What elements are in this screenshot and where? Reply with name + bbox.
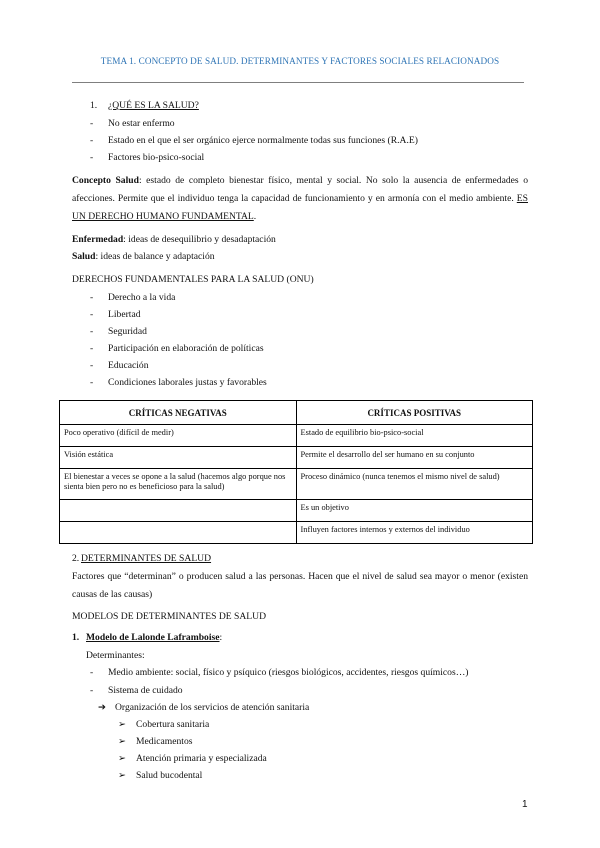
concepto-paragraph xyxy=(72,172,528,226)
bullet-dash: - xyxy=(90,685,94,696)
list-item: Medio ambiente: social, físico y psíquico (riesgos biológicos, accidentes, riesgos químicos…) xyxy=(108,667,469,678)
section1-title: ¿QUÉ ES LA SALUD? xyxy=(108,100,199,111)
arrowhead-bullet-icon: ➢ xyxy=(118,736,127,747)
section2-text-a: Factores que “determinan” o producen salud a las personas. Hacen que el nivel de salud sea mayor o menor xyxy=(72,571,495,582)
table-cell: Proceso dinámico (nunca tenemos el mismo nivel de salud) xyxy=(296,469,533,500)
bullet-dash: - xyxy=(90,326,94,337)
table-row xyxy=(60,447,533,469)
section2-title: DETERMINANTES DE SALUD xyxy=(81,553,212,564)
model1-sub: Determinantes: xyxy=(86,650,145,661)
page-number: 1 xyxy=(522,799,528,810)
concepto-text-b: afecciones. Permite que el individuo tenga la capacidad de funcionamiento y en armonía con el medio ambiente. xyxy=(72,193,514,204)
list-item: Medicamentos xyxy=(136,736,193,747)
criticas-table xyxy=(59,400,533,544)
table-row xyxy=(60,522,533,544)
list-item: Factores bio-psico-social xyxy=(108,152,205,163)
definition-text: : ideas de balance y adaptación xyxy=(95,251,215,262)
list-item: Cobertura sanitaria xyxy=(136,719,210,730)
list-item: Educación xyxy=(108,360,149,371)
list-item: Seguridad xyxy=(108,326,147,337)
bullet-dash: - xyxy=(90,667,94,678)
list-item: Atención primaria y especializada xyxy=(136,753,267,764)
table-header-negativas: CRÍTICAS NEGATIVAS xyxy=(60,401,297,425)
table-cell: Poco operativo (difícil de medir) xyxy=(60,425,297,447)
list-item: Libertad xyxy=(108,309,141,320)
list-item: Estado en el que el ser orgánico ejerce normalmente todas sus funciones (R.A.E) xyxy=(108,135,418,146)
model1-colon: : xyxy=(219,632,223,643)
header-rule xyxy=(72,82,524,83)
table-row xyxy=(60,500,533,522)
arrowhead-bullet-icon: ➢ xyxy=(118,753,127,764)
table-row xyxy=(60,469,533,500)
definition-label: Salud xyxy=(72,251,96,262)
concepto-text-a: : estado de completo bienestar físico, mental y social. No solo la ausencia de enfermedades o xyxy=(138,175,528,186)
bullet-dash: - xyxy=(90,135,94,146)
arrowhead-bullet-icon: ➢ xyxy=(118,770,127,781)
table-cell xyxy=(60,522,297,544)
concepto-period: . xyxy=(253,211,257,222)
bullet-dash: - xyxy=(90,309,94,320)
definition-text: : ideas de desequilibrio y desadaptación xyxy=(123,234,276,245)
concepto-label: Concepto Salud xyxy=(72,175,139,186)
bullet-dash: - xyxy=(90,118,94,129)
bullet-dash: - xyxy=(90,343,94,354)
page-header: TEMA 1. CONCEPTO DE SALUD. DETERMINANTES Y FACTORES SOCIALES RELACIONADOS xyxy=(100,56,500,66)
model1-number: 1. xyxy=(72,632,80,643)
definition-enfermedad xyxy=(72,234,276,246)
bullet-dash: - xyxy=(90,152,94,163)
definition-label: Enfermedad xyxy=(72,234,124,245)
arrow-item: Organización de los servicios de atención sanitaria xyxy=(115,702,310,713)
arrow-right-icon: ➔ xyxy=(98,702,107,713)
list-item: Derecho a la vida xyxy=(108,292,176,303)
table-cell: Permite el desarrollo del ser humano en su conjunto xyxy=(296,447,533,469)
arrowhead-bullet-icon: ➢ xyxy=(118,719,127,730)
definition-salud xyxy=(72,251,215,263)
list-item: Salud bucodental xyxy=(136,770,203,781)
table-row xyxy=(60,425,533,447)
derechos-title: DERECHOS FUNDAMENTALES PARA LA SALUD (ONU) xyxy=(72,274,314,285)
table-cell: Estado de equilibrio bio-psico-social xyxy=(296,425,533,447)
model1-title: Modelo de Lalonde Laframboise xyxy=(86,632,220,643)
bullet-dash: - xyxy=(90,360,94,371)
table-cell: Visión estática xyxy=(60,447,297,469)
list-item: Sistema de cuidado xyxy=(108,685,183,696)
section1-number: 1. xyxy=(90,100,98,111)
bullet-dash: - xyxy=(90,292,94,303)
concepto-emphasis: ES UN DERECHO HUMANO FUNDAMENTAL xyxy=(72,193,528,222)
model1-heading xyxy=(86,632,222,644)
section2-number: 2. xyxy=(72,553,80,564)
table-header-positivas: CRÍTICAS POSITIVAS xyxy=(296,401,533,425)
section2-text-b: (existen causas de las causas) xyxy=(72,571,528,600)
table-cell: Es un objetivo xyxy=(296,500,533,522)
table-cell xyxy=(60,500,297,522)
list-item: Participación en elaboración de políticas xyxy=(108,343,264,354)
list-item: No estar enfermo xyxy=(108,118,175,129)
modelos-title: MODELOS DE DETERMINANTES DE SALUD xyxy=(72,611,266,622)
table-cell: Influyen factores internos y externos del individuo xyxy=(296,522,533,544)
list-item: Condiciones laborales justas y favorables xyxy=(108,377,267,388)
table-cell: El bienestar a veces se opone a la salud (hacemos algo porque nos sienta bien pero no es beneficioso para la salud) xyxy=(60,469,297,500)
section2-paragraph xyxy=(72,568,528,604)
bullet-dash: - xyxy=(90,377,94,388)
